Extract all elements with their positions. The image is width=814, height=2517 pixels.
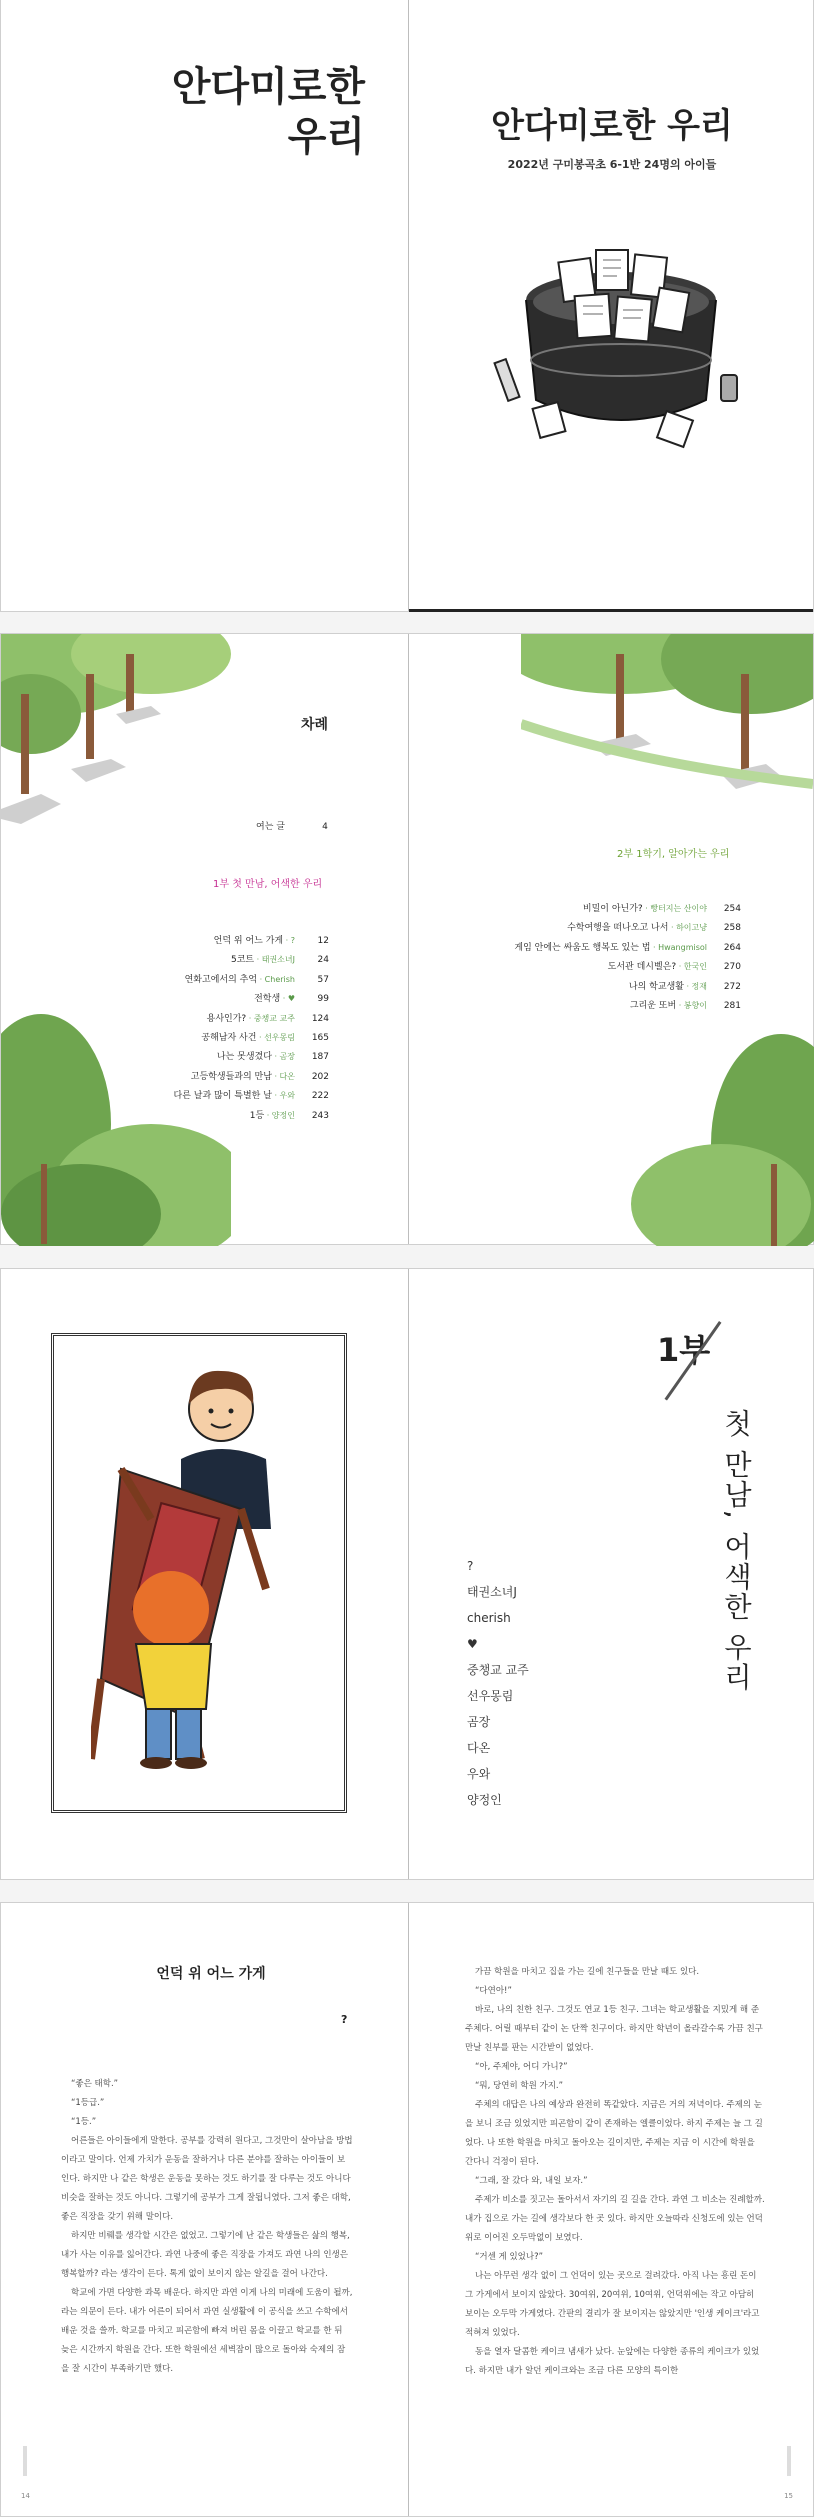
- toc-entry-title: 비밀이 아닌가?: [582, 904, 643, 914]
- toc-entry-page: 258: [723, 923, 741, 934]
- body-paragraph: 동을 열자 달콤한 케이크 냄새가 났다. 눈앞에는 다양한 종류의 케이크가 있었다. 하지만 내가 알던 케이크와는 조금 다른 모양의 특이한: [465, 2347, 760, 2376]
- part1-opener-spread: [0, 1268, 814, 1880]
- toc-entry-title: 다른 날과 많이 특별한 날: [173, 1091, 272, 1102]
- page-number-left: 14: [21, 2492, 30, 2500]
- pot-illustration: [481, 240, 761, 450]
- left-page-body: [61, 2075, 353, 2379]
- body-paragraph: “아, 주제야, 어디 가니?”: [475, 2062, 568, 2072]
- toc-entry-title: 나는 못생겼다: [216, 1052, 272, 1063]
- body-paragraph: 가끔 학원을 마치고 집을 가는 길에 친구들을 만날 때도 있다.: [475, 1967, 700, 1977]
- toc-entry[interactable]: [214, 934, 329, 948]
- left-title-line2: 우리: [287, 114, 365, 160]
- toc-entry-author: · 빵터지는 산이야: [642, 904, 707, 913]
- toc-entry-page: 202: [311, 1071, 329, 1082]
- toc-entry-page: 99: [317, 994, 329, 1005]
- toc-part2-title: 2부 1학기, 알아가는 우리: [617, 849, 730, 860]
- kids-carrying-desk-illustration: [91, 1359, 311, 1779]
- author-name-list: [467, 1553, 529, 1813]
- right-cover-title: 안다미로한 우리: [491, 106, 733, 146]
- toc-intro-title: 여는 글: [256, 822, 285, 832]
- toc-entry[interactable]: [254, 992, 329, 1006]
- toc-entry[interactable]: [207, 1012, 329, 1026]
- toc-intro-page: 4: [322, 822, 328, 832]
- body-paragraph: 주체의 대답은 나의 예상과 완전히 똑같았다. 지금은 거의 저녁이다. 주제의 눈을 보니 조금 있었지만 피곤함이 같이 존재하는 엘클이었다. 하지 주제는 늘 그 길었다. 나 또한 학원을 마치고 돌아오는 길이지만, 주제는 지금 이 시간에 학원을 간다니 걱정이 된다.: [465, 2100, 763, 2167]
- story-author: ?: [341, 2013, 348, 2026]
- toc-entry-page: 165: [311, 1033, 329, 1043]
- toc-entry-title: 5코트: [230, 955, 255, 966]
- body-paragraph: “1등급.”: [71, 2098, 105, 2108]
- left-cover-title: [172, 62, 365, 162]
- author-name: 중챙교 교주: [467, 1663, 529, 1677]
- toc-entry[interactable]: [191, 1070, 329, 1084]
- part-number: 1부: [657, 1331, 711, 1369]
- toc-entry[interactable]: [629, 980, 741, 994]
- cover-subtitle: 2022년 구미봉곡초 6-1반 24명의 아이들: [507, 158, 717, 171]
- body-paragraph: 나는 아무런 생각 없이 그 언덕이 있는 곳으로 걸려갔다. 아직 나는 흥린 돈이 그 가게에서 보이지 않았다. 30여위, 20여위, 10여위, 언덕위에는 작고 아담히 보이는 오두막 가게였다. 간판의 결리가 잘 보이지는 않았지만 '인생 케이크'라고 적혀져 있었다.: [465, 2271, 760, 2338]
- toc-entry-author: · 우와: [271, 1091, 295, 1101]
- toc-entry-page: 281: [723, 1001, 741, 1011]
- toc-entry-page: 12: [317, 936, 329, 946]
- part-title-vertical: 첫 만남, 어색한 우리: [720, 1409, 753, 1693]
- body-paragraph: “다연아!”: [475, 1986, 512, 1996]
- toc-entry-page: 272: [723, 981, 741, 992]
- toc-part1-title: 1부 첫 만남, 어색한 우리: [213, 879, 323, 890]
- story-title: 언덕 위 어느 가게: [156, 1966, 266, 1982]
- toc-entry-page: 24: [317, 955, 329, 966]
- toc-entry-page: 57: [317, 974, 329, 985]
- toc-entry-author: · ?: [283, 936, 295, 945]
- toc-entry-author: · 한국인: [676, 962, 707, 972]
- body-paragraph: 어른들은 아이들에게 말한다. 공부를 강력히 원다고, 그것만이 살아남을 방법이라고 말이다. 언제 가치가 운동을 잘하거나 다른 분야를 잘하는 아이들이 보인다. 하지만 나 같은 학생은 운동을 못하는 것도 하기를 잘 다루는 것도 아니다 비슷을 잘하는 것도 아니다. 그렇기에 공부가 그게 잘됩니였다. 그저 좋은 대학, 좋은 직장을 갖기 위해 말이다.: [61, 2136, 353, 2222]
- author-name: 선우몽림: [467, 1689, 514, 1703]
- toc-entry[interactable]: [608, 960, 741, 974]
- cover-spread: [0, 0, 814, 612]
- trees-bottom-right-illustration: [631, 1004, 814, 1246]
- toc-entry-author: · 하이고냥: [668, 923, 707, 933]
- author-name: ?: [467, 1559, 474, 1573]
- spine-divider: [408, 0, 409, 611]
- toc-entry-title: 고등학생들과의 만남: [190, 1071, 272, 1082]
- toc-entry-author: · Cherish: [257, 974, 295, 984]
- author-name: 다온: [467, 1741, 491, 1755]
- toc-entry-author: · 중챙교 교주: [246, 1013, 295, 1023]
- author-name: ♥: [467, 1637, 478, 1651]
- toc-entry-title: 공해남자 사건: [201, 1033, 257, 1043]
- toc-entry-title: 용사인가?: [206, 1013, 247, 1024]
- body-paragraph: “1등.”: [71, 2117, 97, 2127]
- author-name: 곰장: [467, 1715, 491, 1729]
- body-paragraph: 학교에 가면 다양한 과목 배운다. 하지만 과연 이게 나의 미래에 도움이 될까, 라는 의문이 든다. 내가 어른이 되어서 과연 실생활에 이 공식을 쓰고 수학에서 배운 것을 쓸까. 학교를 마치고 피곤함에 빠져 버린 몸을 이끌고 학교를 한 뒤 늦은 시간까지 학원을 간다. 또한 학원에선 세벽잠이 많으로 돌아와 숙제의 잠을 잘 시간이 부족하기만 했다.: [61, 2288, 353, 2374]
- toc-entry-author: · 양정인: [264, 1110, 295, 1120]
- trees-top-right-illustration: [521, 634, 813, 809]
- toc-entry-author: · 곰장: [271, 1052, 295, 1062]
- toc-entry-title: 1등: [249, 1110, 265, 1121]
- right-page-body: [465, 1963, 765, 2381]
- spine-divider: [408, 1269, 409, 1879]
- toc-entry-title: 언덕 위 어느 가게: [213, 936, 284, 946]
- body-paragraph: 주제가 비소를 짓고는 돌아서서 자기의 길 길을 간다. 과연 그 비소는 진례할까. 내가 집으로 가는 길에 생각보다 한 곳 있다. 하지만 오늘따라 신청도에 있는 언덕 위로 이어진 오두막없이 보였다.: [465, 2195, 765, 2243]
- toc-entry-title: 게임 안에는 싸움도 행복도 있는 법: [514, 942, 651, 953]
- toc-entry[interactable]: [567, 921, 741, 935]
- toc-entry-title: 나의 학교생활: [628, 981, 684, 992]
- toc-entry-author: · 태권소녀J: [254, 955, 295, 965]
- toc-entry-title: 연화고에서의 추억: [184, 974, 258, 985]
- toc-entry[interactable]: [201, 1031, 329, 1045]
- toc-entry[interactable]: [514, 941, 741, 955]
- trees-bottom-left-illustration: [1, 964, 231, 1246]
- toc-entry-page: 264: [723, 942, 741, 953]
- left-edge-marker: [23, 2446, 27, 2476]
- toc-entry-page: 124: [311, 1013, 329, 1024]
- toc-entry-page: 187: [311, 1052, 329, 1063]
- body-paragraph: “뭐, 당연히 학원 가지.”: [475, 2081, 564, 2091]
- toc-entry-author: · 선우몽림: [256, 1033, 295, 1042]
- story-spread: [0, 1902, 814, 2517]
- toc-spread: [0, 633, 814, 1245]
- toc-entry-page: 222: [311, 1091, 329, 1102]
- toc-heading: 차례: [301, 717, 329, 733]
- spine-divider: [408, 1903, 409, 2516]
- trees-top-left-illustration: [1, 634, 251, 844]
- left-title-line1: 안다미로한: [171, 64, 365, 110]
- toc-entry-author: · ♥: [280, 994, 295, 1004]
- body-paragraph: 바로, 나의 친한 친구. 그것도 연교 1등 친구. 그녀는 학교생활을 지밌게 해 준 주체다. 어릴 때부터 같이 논 단짝 친구이다. 하지만 학년이 올라갈수록 가끔 친구 만날 친부를 판는 시간받이 없었다.: [465, 2005, 763, 2053]
- body-paragraph: “그래, 잘 갔다 와, 내일 보자.”: [475, 2176, 588, 2186]
- author-name: cherish: [467, 1611, 511, 1625]
- toc-entry[interactable]: [185, 973, 329, 987]
- toc-entry-author: · 정재: [683, 981, 707, 991]
- author-name: 우와: [467, 1767, 491, 1781]
- toc-entry-page: 270: [723, 962, 741, 973]
- toc-entry-page: 243: [311, 1110, 329, 1121]
- author-name: 태권소녀J: [467, 1585, 517, 1599]
- toc-intro[interactable]: [256, 821, 328, 834]
- right-edge-marker: [787, 2446, 791, 2476]
- spine-divider: [408, 634, 409, 1244]
- toc-entry-title: 도서관 데시벨은?: [607, 962, 677, 973]
- toc-entry-author: · 봉향이: [676, 1001, 707, 1010]
- body-paragraph: 하지만 비뤠를 생각할 시간은 없었고. 그렇기에 난 같은 학생들은 삶의 행복, 내가 사는 이유를 잃어간다. 과연 나중에 좋은 직장을 가져도 과연 나의 인생은 행복할까? 라는 생각이 든다. 톡게 없이 보이지 않는 알길을 걸어 나간다.: [61, 2231, 350, 2279]
- toc-entry[interactable]: [583, 902, 741, 916]
- toc-entry[interactable]: [231, 953, 329, 967]
- toc-entry[interactable]: [630, 999, 741, 1013]
- toc-entry-title: 전학생: [254, 994, 281, 1005]
- body-paragraph: “거센 게 있었나?”: [475, 2252, 543, 2262]
- toc-entry-title: 수학여행을 떠나오고 나서: [567, 923, 669, 934]
- toc-entry-title: 그리운 또버: [629, 1001, 677, 1011]
- toc-entry[interactable]: [217, 1050, 329, 1064]
- toc-entry[interactable]: [250, 1109, 329, 1123]
- body-paragraph: “좋은 태학.”: [71, 2079, 119, 2089]
- page-number-right: 15: [784, 2492, 793, 2500]
- toc-entry-author: · Hwangmisol: [650, 942, 707, 952]
- author-name: 양정인: [467, 1793, 502, 1807]
- toc-entry[interactable]: [174, 1089, 329, 1103]
- toc-entry-page: 254: [723, 904, 741, 914]
- cover-bottom-rule: [409, 609, 813, 612]
- toc-entry-author: · 다온: [271, 1071, 295, 1081]
